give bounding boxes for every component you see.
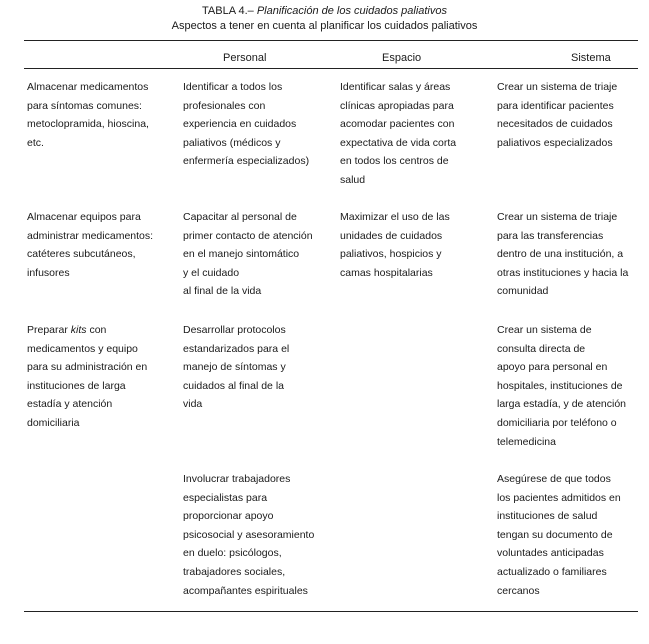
table-number: TABLA 4.– (202, 5, 257, 17)
resources-text-before: Preparar (27, 324, 71, 336)
table-bottom-rule (24, 611, 638, 612)
table-cell-sistema: Crear un sistema de triaje para las transferencias dentro de una institución, a otras instituciones y hacia la comunidad (497, 211, 629, 298)
table-cell-sistema: Asegúrese de que todos los pacientes admitidos en instituciones de salud tengan su documento de voluntades anticipadas actualizado o familiares cercanos (497, 473, 621, 597)
table-cell-sistema: Crear un sistema de triaje para identificar pacientes necesitados de cuidados paliativos especializados (497, 81, 618, 149)
resources-text-after: con medicamentos y equipo para su administración en instituciones de larga estadía y atención domiciliaria (27, 324, 148, 429)
table-cell-resources: Almacenar medicamentos para síntomas comunes: metoclopramida, hioscina, etc. (27, 81, 149, 149)
column-header-personal: Personal (223, 52, 267, 64)
table-title (0, 4, 649, 19)
table-cell-personal: Desarrollar protocolos estandarizados para el manejo de síntomas y cuidados al final de la vida (183, 324, 290, 411)
table-cell-personal: Capacitar al personal de primer contacto de atención en el manejo sintomático y el cuidado al final de la vida (183, 211, 313, 298)
table-cell-espacio: Maximizar el uso de las unidades de cuidados paliativos, hospicios y camas hospitalarias (340, 211, 450, 279)
table-cell-personal: Involucrar trabajadores especialistas para proporcionar apoyo psicosocial y asesoramiento en duelo: psicólogos, trabajadores sociales, acompañantes espirituales (183, 473, 315, 597)
column-header-espacio: Espacio (382, 52, 422, 64)
table-cell-resources: Almacenar equipos para administrar medicamentos: catéteres subcutáneos, infusores (27, 211, 154, 279)
column-header-sistema: Sistema (571, 52, 611, 64)
table-top-rule (24, 40, 638, 41)
table-caption (0, 4, 649, 34)
table-cell-resources (27, 321, 177, 433)
table-cell-sistema: Crear un sistema de consulta directa de apoyo para personal en hospitales, instituciones de larga estadía, y de atención domiciliaria por teléfono o telemedicina (497, 324, 627, 448)
table-cell-personal: Identificar a todos los profesionales con experiencia en cuidados paliativos (médicos y enfermería especializados) (183, 81, 310, 168)
table-header-rule (24, 68, 638, 69)
resources-text-italic: kits (70, 324, 87, 336)
table-cell-espacio: Identificar salas y áreas clínicas apropiadas para acomodar pacientes con expectativa de vida corta en todos los centros de salud (340, 81, 457, 186)
table-title-text: Planificación de los cuidados paliativos (256, 5, 447, 17)
table-subtitle: Aspectos a tener en cuenta al planificar los cuidados paliativos (171, 20, 478, 32)
